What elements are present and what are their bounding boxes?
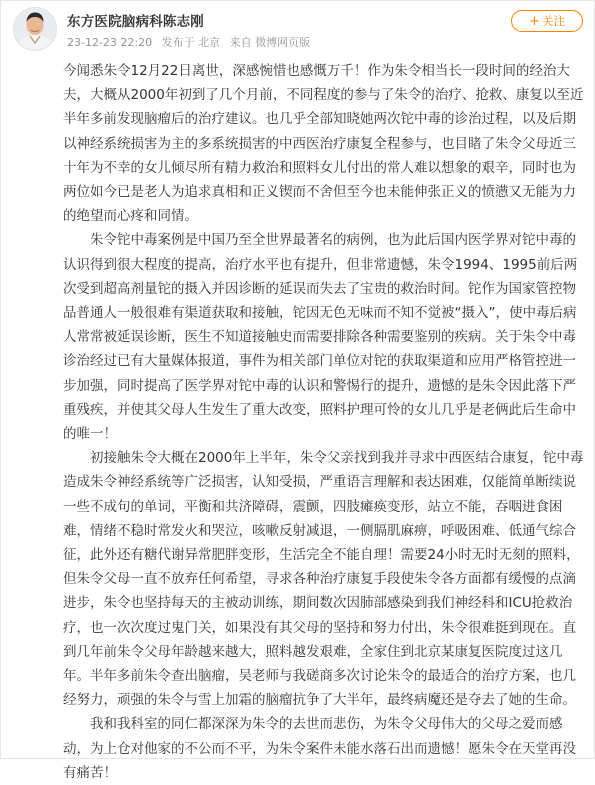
follow-button[interactable] [511,10,583,32]
post-paragraph-3: 初接触朱令大概在2000年上半年，朱令父亲找到我并寻求中西医结合康复，铊中毒造成朱令神经系统等广泛损害，认知受损，严重语言理解和表达困难，仅能简单断续说一些不成句的单词，平衡和共济障碍，震颤，四肢瘫痪变形，站立不能，吞咽进食困难，情绪不稳时常发火和哭泣，咳嗽反射减退，一侧膈肌麻痹，呼吸困难、低通气综合征，此外还有糖代谢异常肥胖变形，生活完全不能自理！需要24小时无时无刻的照料，但朱令父母一直不放弃任何希望，寻求各种治疗康复手段使朱令各方面都有缓慢的点滴进步，朱令也坚持每天的主被动训练，期间数次因肺部感染到我们神经科和ICU抢救治疗，也一次次度过鬼门关，如果没有其父母的坚持和努力付出，朱令很难挺到现在。直到几年前朱令父母年龄越来越大，照料越发艰难，全家住到北京某康复医院度过这几年。半年多前朱令查出脑瘤，吴老师与我磋商多次讨论朱令的最适合的治疗方案，也几经努力，顽强的朱令与雪上加霜的脑瘤抗争了大半年，最终病魔还是夺去了她的生命。 [63,450,584,709]
post-meta [67,34,310,50]
post-header [1,1,595,57]
post-paragraph-1: 今闻悉朱令12月22日离世，深感惋惜也感慨万千！作为朱令相当长一段时间的经治大夫，大概从2000年初到了几个月前，不同程度的参与了朱令的治疗、抢救、康复以至近半年多前发现脑瘤后的治疗建议。也几乎全部知晓她两次铊中毒的诊治过程，以及后期以神经系统损害为主的多系统损害的中西医治疗康复全程参与，也目睹了朱令父母近三十年为不幸的女儿倾尽所有精力救治和照料女儿付出的常人难以想象的艰辛，同时也为两位如今已是老人为追求真相和正义锲而不舍但至今也未能伸张正义的愤懑又无能为力的绝望而心疼和同情。 [63,63,584,225]
avatar[interactable] [13,7,57,51]
follow-label: 关注 [541,14,565,28]
plus-icon: + [529,13,540,29]
post-source: 来自 微博网页版 [229,36,311,49]
author-name[interactable]: 东方医院脑病科陈志刚 [67,14,204,30]
avatar-portrait-image [14,8,56,50]
post-paragraph-2: 朱令铊中毒案例是中国乃至全世界最著名的病例，也为此后国内医学界对铊中毒的认识得到很大程度的提高，治疗水平也有提升，但非常遗憾，朱令1994、1995前后两次受到超高剂量铊的摄入并因诊断的延误而失去了宝贵的救治时间。铊作为国家管控物品普通人一般很难有渠道获取和接触，铊因无色无味而不知不觉被“摄入”，使中毒后病人常常被延误诊断，医生不知道接触史而需要排除各种需要鉴别的疾病。关于朱令中毒诊治经过已有大量媒体报道，事件为相关部门单位对铊的获取渠道和应用严格管控进一步加强，同时提高了医学界对铊中毒的认识和警惕行的提升，遗憾的是朱令因此落下严重残疾，并使其父母人生发生了重大改变，照料护理可怜的女儿几乎是老俩此后生命中的唯一！ [63,232,578,443]
post-location: 发布于 北京 [161,36,221,49]
post-paragraph-4: 我和我科室的同仁都深深为朱令的去世而悲伤，为朱令父母伟大的父母之爱而感动，为上仓对他家的不公而不平，为朱令案件未能水落石出而遗憾！愿朱令在天堂再没有痛苦！ [63,716,576,781]
post-time[interactable]: 23-12-23 22:20 [67,36,153,49]
post-content [63,59,587,785]
